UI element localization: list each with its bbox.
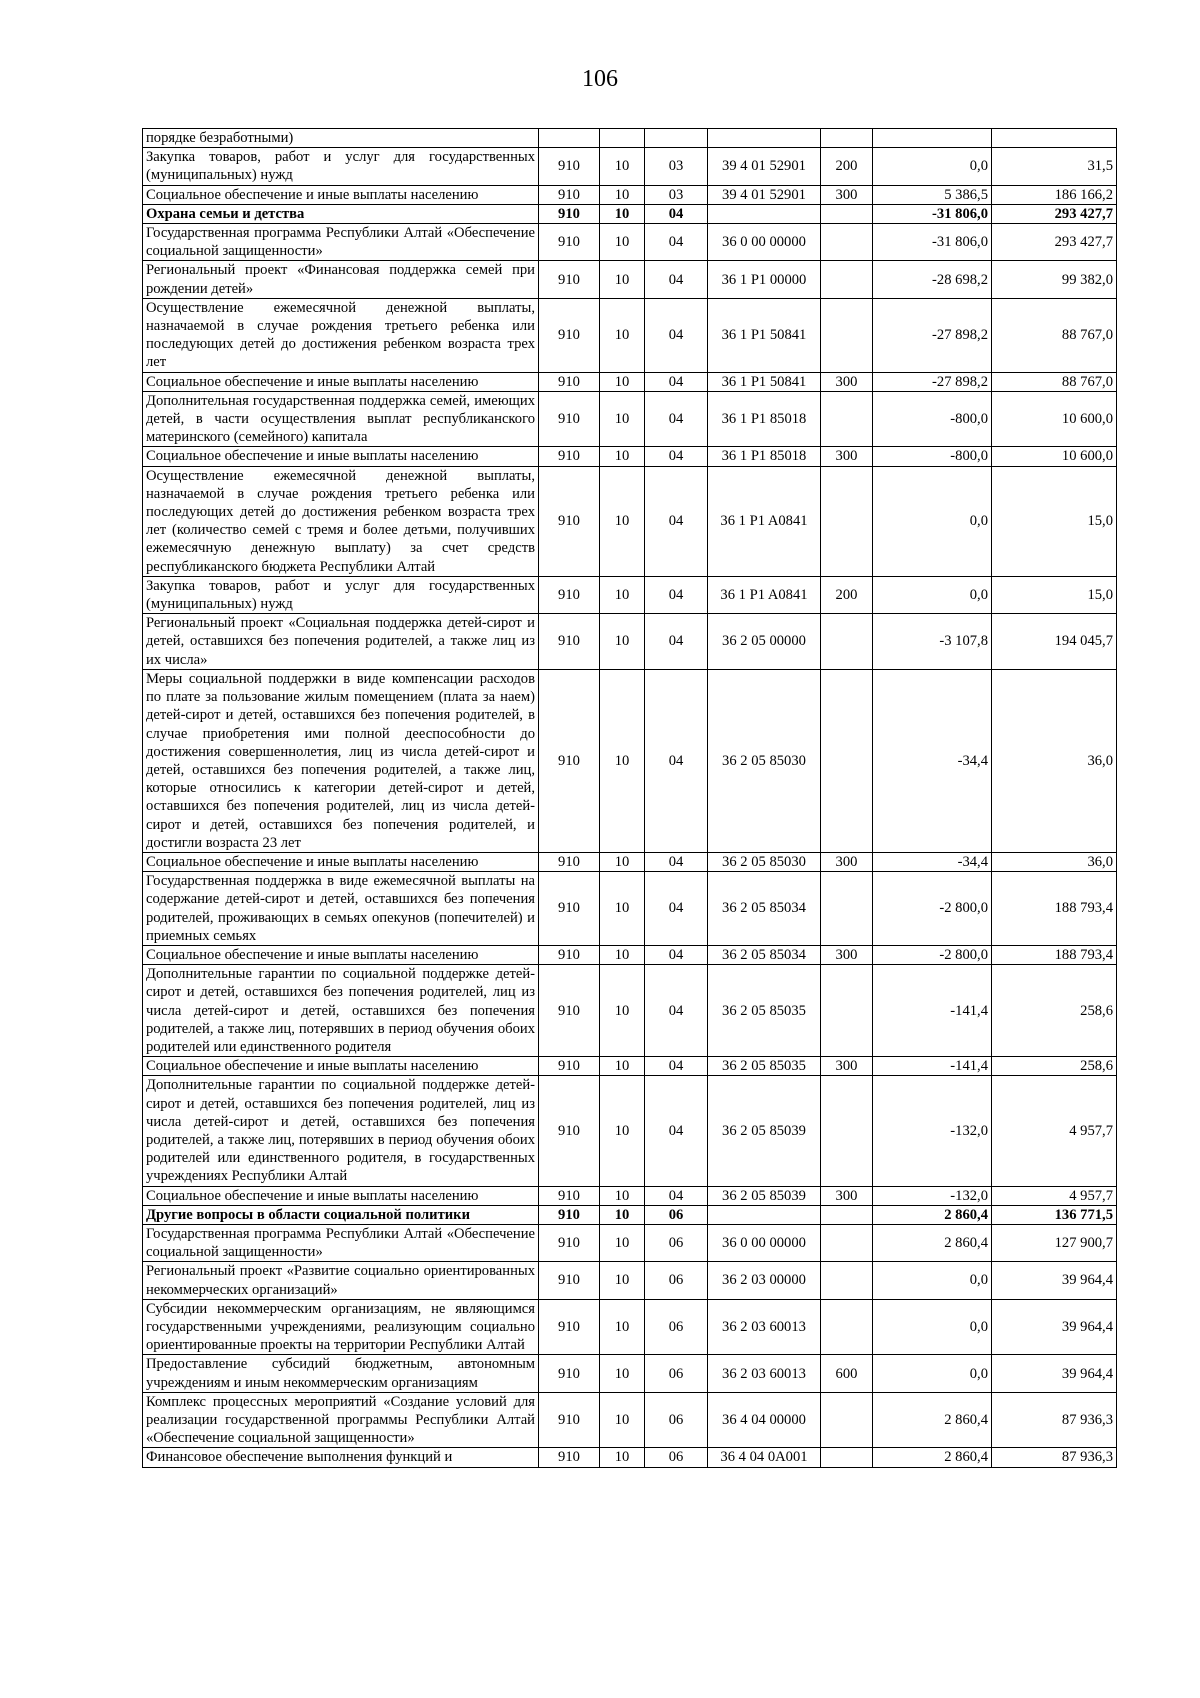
change-amount-cell: -132,0 <box>873 1076 992 1186</box>
table-row <box>143 1262 1117 1299</box>
section-code-cell: 10 <box>600 1057 645 1076</box>
change-amount-cell: 0,0 <box>873 576 992 613</box>
expense-name-cell: Охрана семьи и детства <box>143 204 539 223</box>
section-code-cell: 10 <box>600 669 645 852</box>
expense-name-cell: Государственная поддержка в виде ежемесячной выплаты на содержание детей-сирот и детей, оставшихся без попечения родителей, проживающих в семьях опекунов (попечителей) и приемных семьях <box>143 872 539 946</box>
section-code-cell: 10 <box>600 1076 645 1186</box>
admin-code-cell: 910 <box>539 945 600 964</box>
table-row <box>143 391 1117 447</box>
table-row <box>143 945 1117 964</box>
total-amount-cell: 39 964,4 <box>992 1299 1117 1355</box>
target-article-cell: 36 2 05 85034 <box>708 872 821 946</box>
section-code-cell: 10 <box>600 261 645 298</box>
total-amount-cell: 15,0 <box>992 576 1117 613</box>
table-row <box>143 204 1117 223</box>
table-row <box>143 1076 1117 1186</box>
target-article-cell: 36 4 04 0A001 <box>708 1448 821 1467</box>
expense-name-cell: Закупка товаров, работ и услуг для государственных (муниципальных) нужд <box>143 148 539 185</box>
subsection-code-cell: 06 <box>645 1299 708 1355</box>
subsection-code-cell: 04 <box>645 391 708 447</box>
change-amount-cell: -132,0 <box>873 1186 992 1205</box>
subsection-code-cell: 06 <box>645 1355 708 1392</box>
target-article-cell: 36 2 05 85039 <box>708 1076 821 1186</box>
expense-name-cell: порядке безработными) <box>143 129 539 148</box>
section-code-cell: 10 <box>600 391 645 447</box>
change-amount-cell: -27 898,2 <box>873 298 992 372</box>
expense-name-cell: Субсидии некоммерческим организациям, не являющимся государственными учреждениями, реализующим социально ориентированные проекты на территории Республики Алтай <box>143 1299 539 1355</box>
subsection-code-cell: 04 <box>645 872 708 946</box>
change-amount-cell: 0,0 <box>873 466 992 576</box>
subsection-code-cell: 06 <box>645 1205 708 1224</box>
subsection-code-cell: 04 <box>645 466 708 576</box>
table-row <box>143 1224 1117 1261</box>
expense-type-cell <box>821 224 873 261</box>
change-amount-cell: -31 806,0 <box>873 204 992 223</box>
expense-name-cell: Социальное обеспечение и иные выплаты населению <box>143 1057 539 1076</box>
target-article-cell: 36 2 05 85030 <box>708 669 821 852</box>
target-article-cell: 36 4 04 00000 <box>708 1392 821 1448</box>
total-amount-cell: 31,5 <box>992 148 1117 185</box>
table-row <box>143 576 1117 613</box>
expense-type-cell <box>821 1299 873 1355</box>
expense-name-cell: Осуществление ежемесячной денежной выплаты, назначаемой в случае рождения третьего ребенка или последующих детей до достижения ребенком возраста трех лет <box>143 298 539 372</box>
expense-name-cell: Региональный проект «Развитие социально ориентированных некоммерческих организаций» <box>143 1262 539 1299</box>
target-article-cell <box>708 1205 821 1224</box>
expense-name-cell: Другие вопросы в области социальной политики <box>143 1205 539 1224</box>
change-amount-cell: -34,4 <box>873 852 992 871</box>
subsection-code-cell: 04 <box>645 372 708 391</box>
total-amount-cell: 127 900,7 <box>992 1224 1117 1261</box>
admin-code-cell: 910 <box>539 1262 600 1299</box>
admin-code-cell: 910 <box>539 965 600 1057</box>
change-amount-cell: 5 386,5 <box>873 185 992 204</box>
subsection-code-cell: 04 <box>645 669 708 852</box>
total-amount-cell <box>992 129 1117 148</box>
section-code-cell: 10 <box>600 965 645 1057</box>
expense-type-cell <box>821 204 873 223</box>
section-code-cell: 10 <box>600 148 645 185</box>
target-article-cell: 39 4 01 52901 <box>708 185 821 204</box>
expense-type-cell <box>821 1262 873 1299</box>
change-amount-cell: -34,4 <box>873 669 992 852</box>
section-code-cell: 10 <box>600 1224 645 1261</box>
admin-code-cell: 910 <box>539 1057 600 1076</box>
table-body <box>143 129 1117 1468</box>
expense-type-cell <box>821 965 873 1057</box>
admin-code-cell: 910 <box>539 224 600 261</box>
table-row <box>143 1299 1117 1355</box>
total-amount-cell: 194 045,7 <box>992 614 1117 670</box>
expense-type-cell: 300 <box>821 852 873 871</box>
change-amount-cell: 2 860,4 <box>873 1224 992 1261</box>
admin-code-cell <box>539 129 600 148</box>
table-row <box>143 224 1117 261</box>
target-article-cell: 36 2 05 85034 <box>708 945 821 964</box>
section-code-cell: 10 <box>600 204 645 223</box>
change-amount-cell: -141,4 <box>873 1057 992 1076</box>
total-amount-cell: 88 767,0 <box>992 298 1117 372</box>
subsection-code-cell: 06 <box>645 1448 708 1467</box>
total-amount-cell: 39 964,4 <box>992 1262 1117 1299</box>
admin-code-cell: 910 <box>539 1355 600 1392</box>
admin-code-cell: 910 <box>539 466 600 576</box>
table-row <box>143 872 1117 946</box>
section-code-cell: 10 <box>600 1205 645 1224</box>
expense-type-cell <box>821 872 873 946</box>
expense-type-cell: 300 <box>821 372 873 391</box>
section-code-cell: 10 <box>600 1392 645 1448</box>
target-article-cell: 36 2 03 60013 <box>708 1299 821 1355</box>
subsection-code-cell <box>645 129 708 148</box>
admin-code-cell: 910 <box>539 872 600 946</box>
expense-type-cell <box>821 614 873 670</box>
expense-name-cell: Комплекс процессных мероприятий «Создание условий для реализации государственной программы Республики Алтай «Обеспечение социальной защищенности» <box>143 1392 539 1448</box>
total-amount-cell: 258,6 <box>992 1057 1117 1076</box>
section-code-cell: 10 <box>600 372 645 391</box>
target-article-cell: 39 4 01 52901 <box>708 148 821 185</box>
admin-code-cell: 910 <box>539 1224 600 1261</box>
section-code-cell: 10 <box>600 852 645 871</box>
section-code-cell: 10 <box>600 1355 645 1392</box>
page-number: 106 <box>582 66 618 92</box>
expense-type-cell: 300 <box>821 1186 873 1205</box>
subsection-code-cell: 04 <box>645 614 708 670</box>
subsection-code-cell: 04 <box>645 298 708 372</box>
target-article-cell: 36 1 P1 A0841 <box>708 466 821 576</box>
table-row <box>143 1355 1117 1392</box>
expense-type-cell: 300 <box>821 447 873 466</box>
subsection-code-cell: 03 <box>645 185 708 204</box>
admin-code-cell: 910 <box>539 1392 600 1448</box>
table-row <box>143 669 1117 852</box>
admin-code-cell: 910 <box>539 261 600 298</box>
expense-name-cell: Финансовое обеспечение выполнения функций и <box>143 1448 539 1467</box>
table-row <box>143 1186 1117 1205</box>
subsection-code-cell: 04 <box>645 204 708 223</box>
expense-type-cell <box>821 466 873 576</box>
expense-name-cell: Закупка товаров, работ и услуг для государственных (муниципальных) нужд <box>143 576 539 613</box>
total-amount-cell: 36,0 <box>992 852 1117 871</box>
table-row <box>143 1205 1117 1224</box>
section-code-cell: 10 <box>600 1448 645 1467</box>
admin-code-cell: 910 <box>539 447 600 466</box>
change-amount-cell: 0,0 <box>873 1299 992 1355</box>
section-code-cell: 10 <box>600 576 645 613</box>
target-article-cell: 36 2 05 00000 <box>708 614 821 670</box>
table-row <box>143 148 1117 185</box>
target-article-cell: 36 1 P1 85018 <box>708 391 821 447</box>
section-code-cell: 10 <box>600 614 645 670</box>
expense-name-cell: Предоставление субсидий бюджетным, автономным учреждениям и иным некоммерческим организациям <box>143 1355 539 1392</box>
admin-code-cell: 910 <box>539 1299 600 1355</box>
change-amount-cell: 0,0 <box>873 148 992 185</box>
table-row <box>143 852 1117 871</box>
change-amount-cell: 0,0 <box>873 1262 992 1299</box>
expense-type-cell <box>821 1392 873 1448</box>
section-code-cell <box>600 129 645 148</box>
section-code-cell: 10 <box>600 1262 645 1299</box>
table-row <box>143 447 1117 466</box>
table-row <box>143 372 1117 391</box>
table-row <box>143 129 1117 148</box>
target-article-cell: 36 1 P1 85018 <box>708 447 821 466</box>
admin-code-cell: 910 <box>539 1448 600 1467</box>
table-row <box>143 1057 1117 1076</box>
expense-name-cell: Осуществление ежемесячной денежной выплаты, назначаемой в случае рождения третьего ребенка или последующих детей до достижения ребенком возраста трех лет (количество семей с тремя и более детьми, получивших ежемесячную денежную выплату) за счет средств республиканского бюджета Республики Алтай <box>143 466 539 576</box>
target-article-cell: 36 1 P1 A0841 <box>708 576 821 613</box>
budget-table <box>142 128 1117 1468</box>
expense-name-cell: Государственная программа Республики Алтай «Обеспечение социальной защищенности» <box>143 224 539 261</box>
subsection-code-cell: 04 <box>645 261 708 298</box>
admin-code-cell: 910 <box>539 185 600 204</box>
target-article-cell: 36 2 05 85039 <box>708 1186 821 1205</box>
expense-type-cell: 300 <box>821 1057 873 1076</box>
subsection-code-cell: 03 <box>645 148 708 185</box>
admin-code-cell: 910 <box>539 614 600 670</box>
subsection-code-cell: 04 <box>645 965 708 1057</box>
admin-code-cell: 910 <box>539 391 600 447</box>
target-article-cell: 36 1 P1 50841 <box>708 372 821 391</box>
change-amount-cell <box>873 129 992 148</box>
admin-code-cell: 910 <box>539 1186 600 1205</box>
expense-type-cell: 300 <box>821 945 873 964</box>
section-code-cell: 10 <box>600 1299 645 1355</box>
expense-type-cell: 200 <box>821 576 873 613</box>
change-amount-cell: -31 806,0 <box>873 224 992 261</box>
subsection-code-cell: 04 <box>645 447 708 466</box>
expense-name-cell: Социальное обеспечение и иные выплаты населению <box>143 185 539 204</box>
change-amount-cell: 0,0 <box>873 1355 992 1392</box>
expense-name-cell: Региональный проект «Финансовая поддержка семей при рождении детей» <box>143 261 539 298</box>
expense-name-cell: Социальное обеспечение и иные выплаты населению <box>143 372 539 391</box>
total-amount-cell: 10 600,0 <box>992 447 1117 466</box>
total-amount-cell: 188 793,4 <box>992 872 1117 946</box>
total-amount-cell: 258,6 <box>992 965 1117 1057</box>
section-code-cell: 10 <box>600 1186 645 1205</box>
admin-code-cell: 910 <box>539 852 600 871</box>
expense-type-cell <box>821 298 873 372</box>
total-amount-cell: 87 936,3 <box>992 1448 1117 1467</box>
table-row <box>143 1448 1117 1467</box>
target-article-cell: 36 2 05 85030 <box>708 852 821 871</box>
expense-type-cell <box>821 669 873 852</box>
total-amount-cell: 15,0 <box>992 466 1117 576</box>
table-row <box>143 965 1117 1057</box>
total-amount-cell: 10 600,0 <box>992 391 1117 447</box>
section-code-cell: 10 <box>600 224 645 261</box>
expense-type-cell: 200 <box>821 148 873 185</box>
admin-code-cell: 910 <box>539 204 600 223</box>
change-amount-cell: -3 107,8 <box>873 614 992 670</box>
total-amount-cell: 136 771,5 <box>992 1205 1117 1224</box>
expense-name-cell: Социальное обеспечение и иные выплаты населению <box>143 447 539 466</box>
expense-type-cell: 300 <box>821 185 873 204</box>
admin-code-cell: 910 <box>539 1205 600 1224</box>
change-amount-cell: 2 860,4 <box>873 1205 992 1224</box>
target-article-cell: 36 1 P1 00000 <box>708 261 821 298</box>
section-code-cell: 10 <box>600 185 645 204</box>
target-article-cell <box>708 129 821 148</box>
section-code-cell: 10 <box>600 466 645 576</box>
admin-code-cell: 910 <box>539 576 600 613</box>
total-amount-cell: 99 382,0 <box>992 261 1117 298</box>
total-amount-cell: 87 936,3 <box>992 1392 1117 1448</box>
table-row <box>143 185 1117 204</box>
table-row <box>143 614 1117 670</box>
subsection-code-cell: 04 <box>645 1076 708 1186</box>
total-amount-cell: 88 767,0 <box>992 372 1117 391</box>
total-amount-cell: 293 427,7 <box>992 224 1117 261</box>
total-amount-cell: 39 964,4 <box>992 1355 1117 1392</box>
expense-name-cell: Социальное обеспечение и иные выплаты населению <box>143 945 539 964</box>
expense-type-cell <box>821 1448 873 1467</box>
subsection-code-cell: 04 <box>645 945 708 964</box>
admin-code-cell: 910 <box>539 372 600 391</box>
admin-code-cell: 910 <box>539 148 600 185</box>
expense-type-cell <box>821 1224 873 1261</box>
table-row <box>143 1392 1117 1448</box>
change-amount-cell: -800,0 <box>873 391 992 447</box>
subsection-code-cell: 06 <box>645 1392 708 1448</box>
change-amount-cell: 2 860,4 <box>873 1448 992 1467</box>
section-code-cell: 10 <box>600 872 645 946</box>
subsection-code-cell: 04 <box>645 852 708 871</box>
expense-type-cell <box>821 261 873 298</box>
expense-type-cell <box>821 391 873 447</box>
admin-code-cell: 910 <box>539 669 600 852</box>
subsection-code-cell: 06 <box>645 1224 708 1261</box>
expense-name-cell: Дополнительные гарантии по социальной поддержке детей-сирот и детей, оставшихся без попечения родителей, лиц из числа детей-сирот и детей, оставшихся без попечения родителей, а также лиц, потерявших в период обучения обоих родителей или единственного родителя, в государственных учреждениях Республики Алтай <box>143 1076 539 1186</box>
target-article-cell: 36 0 00 00000 <box>708 224 821 261</box>
table-row <box>143 261 1117 298</box>
target-article-cell: 36 2 03 00000 <box>708 1262 821 1299</box>
expense-type-cell <box>821 1205 873 1224</box>
target-article-cell: 36 2 03 60013 <box>708 1355 821 1392</box>
change-amount-cell: -27 898,2 <box>873 372 992 391</box>
change-amount-cell: -2 800,0 <box>873 872 992 946</box>
change-amount-cell: -28 698,2 <box>873 261 992 298</box>
expense-name-cell: Дополнительная государственная поддержка семей, имеющих детей, в части осуществления выплат республиканского материнского (семейного) капитала <box>143 391 539 447</box>
total-amount-cell: 293 427,7 <box>992 204 1117 223</box>
change-amount-cell: -2 800,0 <box>873 945 992 964</box>
expense-name-cell: Социальное обеспечение и иные выплаты населению <box>143 1186 539 1205</box>
total-amount-cell: 36,0 <box>992 669 1117 852</box>
section-code-cell: 10 <box>600 298 645 372</box>
change-amount-cell: -800,0 <box>873 447 992 466</box>
expense-name-cell: Меры социальной поддержки в виде компенсации расходов по плате за пользование жилым помещением (плата за наем) детей-сирот и детей, оставшихся без попечения родителей, в случае приобретения ими полной дееспособности до достижения совершеннолетия, лиц из числа детей-сирот и детей, оставшихся без попечения родителей, а также лиц, которые относились к категории детей-сирот и детей, оставшихся без попечения родителей, лиц из числа детей-сирот и детей, оставшихся без попечения родителей, и достигли возраста 23 лет <box>143 669 539 852</box>
total-amount-cell: 4 957,7 <box>992 1186 1117 1205</box>
subsection-code-cell: 06 <box>645 1262 708 1299</box>
expense-type-cell: 600 <box>821 1355 873 1392</box>
expense-name-cell: Государственная программа Республики Алтай «Обеспечение социальной защищенности» <box>143 1224 539 1261</box>
admin-code-cell: 910 <box>539 1076 600 1186</box>
change-amount-cell: -141,4 <box>873 965 992 1057</box>
total-amount-cell: 188 793,4 <box>992 945 1117 964</box>
expense-type-cell <box>821 129 873 148</box>
target-article-cell <box>708 204 821 223</box>
expense-name-cell: Социальное обеспечение и иные выплаты населению <box>143 852 539 871</box>
section-code-cell: 10 <box>600 945 645 964</box>
subsection-code-cell: 04 <box>645 576 708 613</box>
subsection-code-cell: 04 <box>645 1186 708 1205</box>
total-amount-cell: 186 166,2 <box>992 185 1117 204</box>
table-row <box>143 298 1117 372</box>
subsection-code-cell: 04 <box>645 224 708 261</box>
target-article-cell: 36 2 05 85035 <box>708 1057 821 1076</box>
target-article-cell: 36 1 P1 50841 <box>708 298 821 372</box>
admin-code-cell: 910 <box>539 298 600 372</box>
expense-name-cell: Дополнительные гарантии по социальной поддержке детей-сирот и детей, оставшихся без попечения родителей, лиц из числа детей-сирот и детей, оставшихся без попечения родителей, а также лиц, потерявших в период обучения обоих родителей или единственного родителя <box>143 965 539 1057</box>
target-article-cell: 36 0 00 00000 <box>708 1224 821 1261</box>
total-amount-cell: 4 957,7 <box>992 1076 1117 1186</box>
change-amount-cell: 2 860,4 <box>873 1392 992 1448</box>
expense-type-cell <box>821 1076 873 1186</box>
table-row <box>143 466 1117 576</box>
target-article-cell: 36 2 05 85035 <box>708 965 821 1057</box>
expense-name-cell: Региональный проект «Социальная поддержка детей-сирот и детей, оставшихся без попечения родителей, а также лиц из их числа» <box>143 614 539 670</box>
subsection-code-cell: 04 <box>645 1057 708 1076</box>
section-code-cell: 10 <box>600 447 645 466</box>
